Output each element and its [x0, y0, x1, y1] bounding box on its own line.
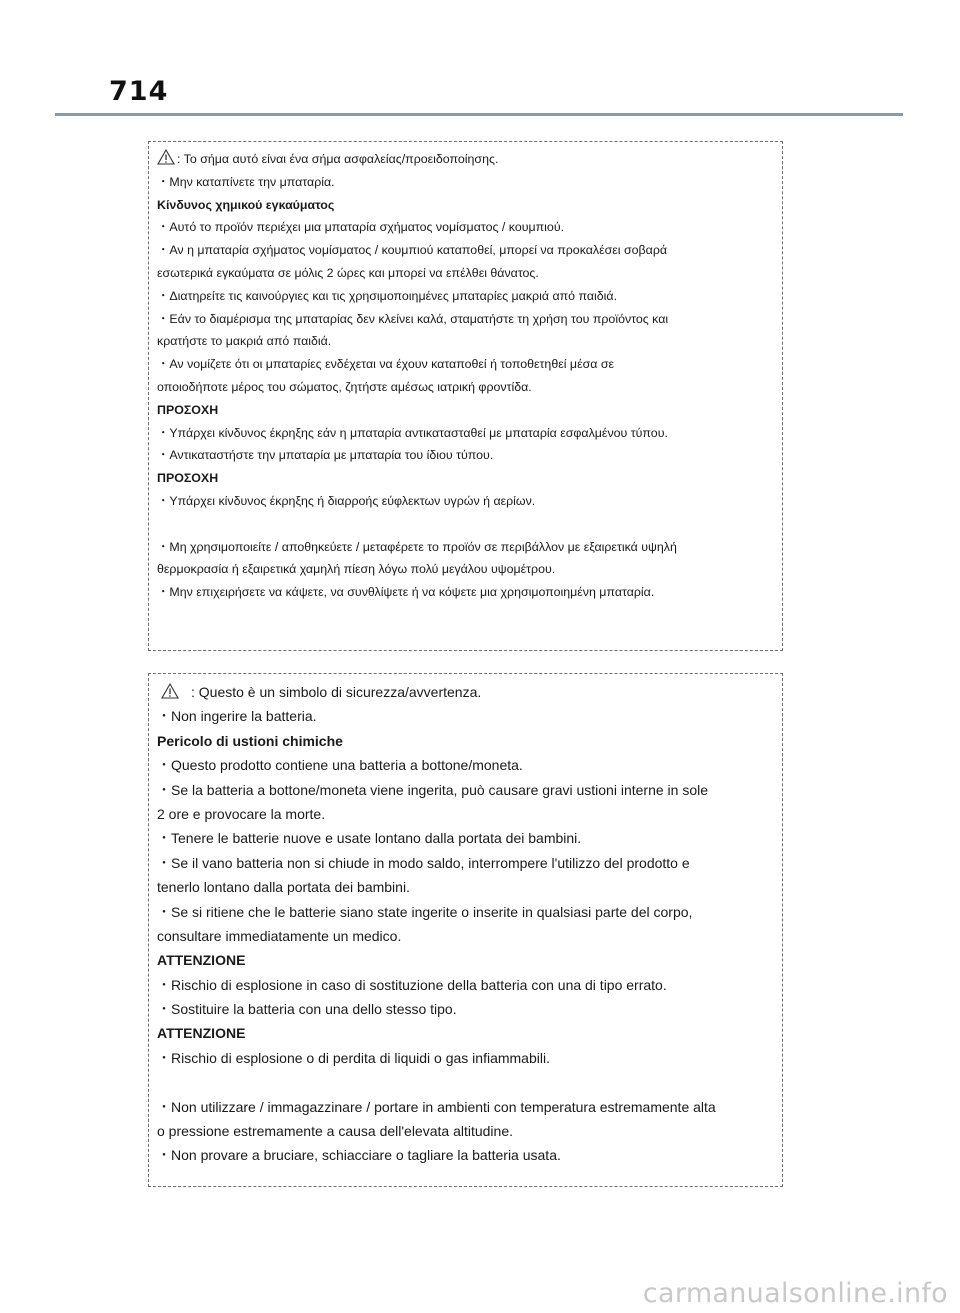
caution-heading: ΠΡΟΣΟΧΗ — [157, 471, 219, 486]
greek-warning-box — [148, 141, 783, 651]
list-item: ・Rischio di esplosione o di perdita di liquidi o gas infiammabili. — [157, 1049, 550, 1066]
list-item: ・Se la batteria a bottone/moneta viene ingerita, può causare gravi ustioni interne in sole — [157, 781, 709, 798]
list-item-continuation: o pressione estremamente a causa dell'elevata altitudine. — [157, 1123, 513, 1140]
list-item-continuation: consultare immediatamente un medico. — [157, 927, 402, 944]
spacer — [157, 513, 772, 536]
section-heading: Pericolo di ustioni chimiche — [157, 732, 343, 749]
list-item: ・Se il vano batteria non si chiude in modo saldo, interrompere l'utilizzo del prodotto e — [157, 854, 690, 871]
italian-warning-box — [148, 673, 783, 1187]
list-item-continuation: κρατήστε το μακριά από παιδιά. — [157, 334, 332, 349]
list-item-continuation: οποιοδήποτε μέρος του σώματος, ζητήστε αμέσως ιατρική φροντίδα. — [157, 379, 532, 394]
section-heading: Κίνδυνος χημικού εγκαύματος — [157, 197, 335, 212]
list-item: ・Non utilizzare / immagazzinare / portare in ambienti con temperatura estremamente alta — [157, 1098, 716, 1115]
list-item: ・Αν η μπαταρία σχήματος νομίσματος / κουμπιού καταποθεί, μπορεί να προκαλέσει σοβαρά — [157, 243, 668, 258]
list-item: ・Non ingerire la batteria. — [157, 708, 317, 725]
caution-heading: ΠΡΟΣΟΧΗ — [157, 402, 219, 417]
caution-heading: ATTENZIONE — [157, 1025, 246, 1042]
list-item: ・Αυτό το προϊόν περιέχει μια μπαταρία σχήματος νομίσματος / κουμπιού. — [157, 220, 565, 235]
list-item-continuation: εσωτερικά εγκαύματα σε μόλις 2 ώρες και μπορεί να επέλθει θάνατος. — [157, 265, 539, 280]
header-divider — [55, 113, 903, 116]
list-item: ・Se si ritiene che le batterie siano state ingerite o inserite in qualsiasi parte del corpo, — [157, 903, 693, 920]
list-item: ・Tenere le batterie nuove e usate lontano dalla portata dei bambini. — [157, 830, 582, 847]
list-item: ・Μη χρησιμοποιείτε / αποθηκεύετε / μεταφέρετε το προϊόν σε περιβάλλον με εξαιρετικά υψηλή — [157, 539, 677, 554]
list-item-continuation: tenerlo lontano dalla portata dei bambini. — [157, 879, 410, 896]
warning-triangle-icon — [161, 682, 179, 706]
page-number: 714 — [109, 76, 169, 107]
caution-heading: ATTENZIONE — [157, 952, 246, 969]
spacer — [157, 1070, 772, 1094]
warning-symbol-line — [157, 148, 772, 171]
list-item: ・Non provare a bruciare, schiacciare o tagliare la batteria usata. — [157, 1147, 561, 1164]
list-item-continuation: 2 ore e provocare la morte. — [157, 805, 326, 822]
warning-symbol-text: : Questo è un simbolo di sicurezza/avvertenza. — [191, 684, 482, 700]
list-item: ・Sostituire la batteria con una dello stesso tipo. — [157, 1001, 457, 1018]
warning-symbol-text: : Το σήμα αυτό είναι ένα σήμα ασφαλείας/προειδοποίησης. — [177, 152, 499, 166]
warning-triangle-icon — [157, 149, 175, 173]
site-watermark: carmanualsonline.info — [642, 1278, 948, 1309]
list-item: ・Υπάρχει κίνδυνος έκρηξης εάν η μπαταρία αντικατασταθεί με μπαταρία εσφαλμένου τύπου. — [157, 425, 668, 440]
warning-symbol-line — [157, 680, 772, 704]
list-item: ・Rischio di esplosione in caso di sostituzione della batteria con una di tipo errato. — [157, 976, 667, 993]
list-item: ・Υπάρχει κίνδυνος έκρηξης ή διαρροής εύφλεκτων υγρών ή αερίων. — [157, 493, 536, 508]
list-item: ・Questo prodotto contiene una batteria a bottone/moneta. — [157, 757, 523, 774]
list-item: ・Αν νομίζετε ότι οι μπαταρίες ενδέχεται να έχουν καταποθεί ή τοποθετηθεί μέσα σε — [157, 357, 615, 372]
list-item: ・Μην καταπίνετε την μπαταρία. — [157, 174, 335, 189]
list-item: ・Εάν το διαμέρισμα της μπαταρίας δεν κλείνει καλά, σταματήστε τη χρήση του προϊόντος και — [157, 311, 669, 326]
list-item: ・Διατηρείτε τις καινούργιες και τις χρησιμοποιημένες μπαταρίες μακριά από παιδιά. — [157, 288, 618, 303]
list-item: ・Αντικαταστήστε την μπαταρία με μπαταρία του ίδιου τύπου. — [157, 448, 494, 463]
list-item: ・Μην επιχειρήσετε να κάψετε, να συνθλίψετε ή να κόψετε μια χρησιμοποιημένη μπαταρία. — [157, 585, 655, 600]
list-item-continuation: θερμοκρασία ή εξαιρετικά χαμηλή πίεση λόγω πολύ μεγάλου υψομέτρου. — [157, 562, 556, 577]
